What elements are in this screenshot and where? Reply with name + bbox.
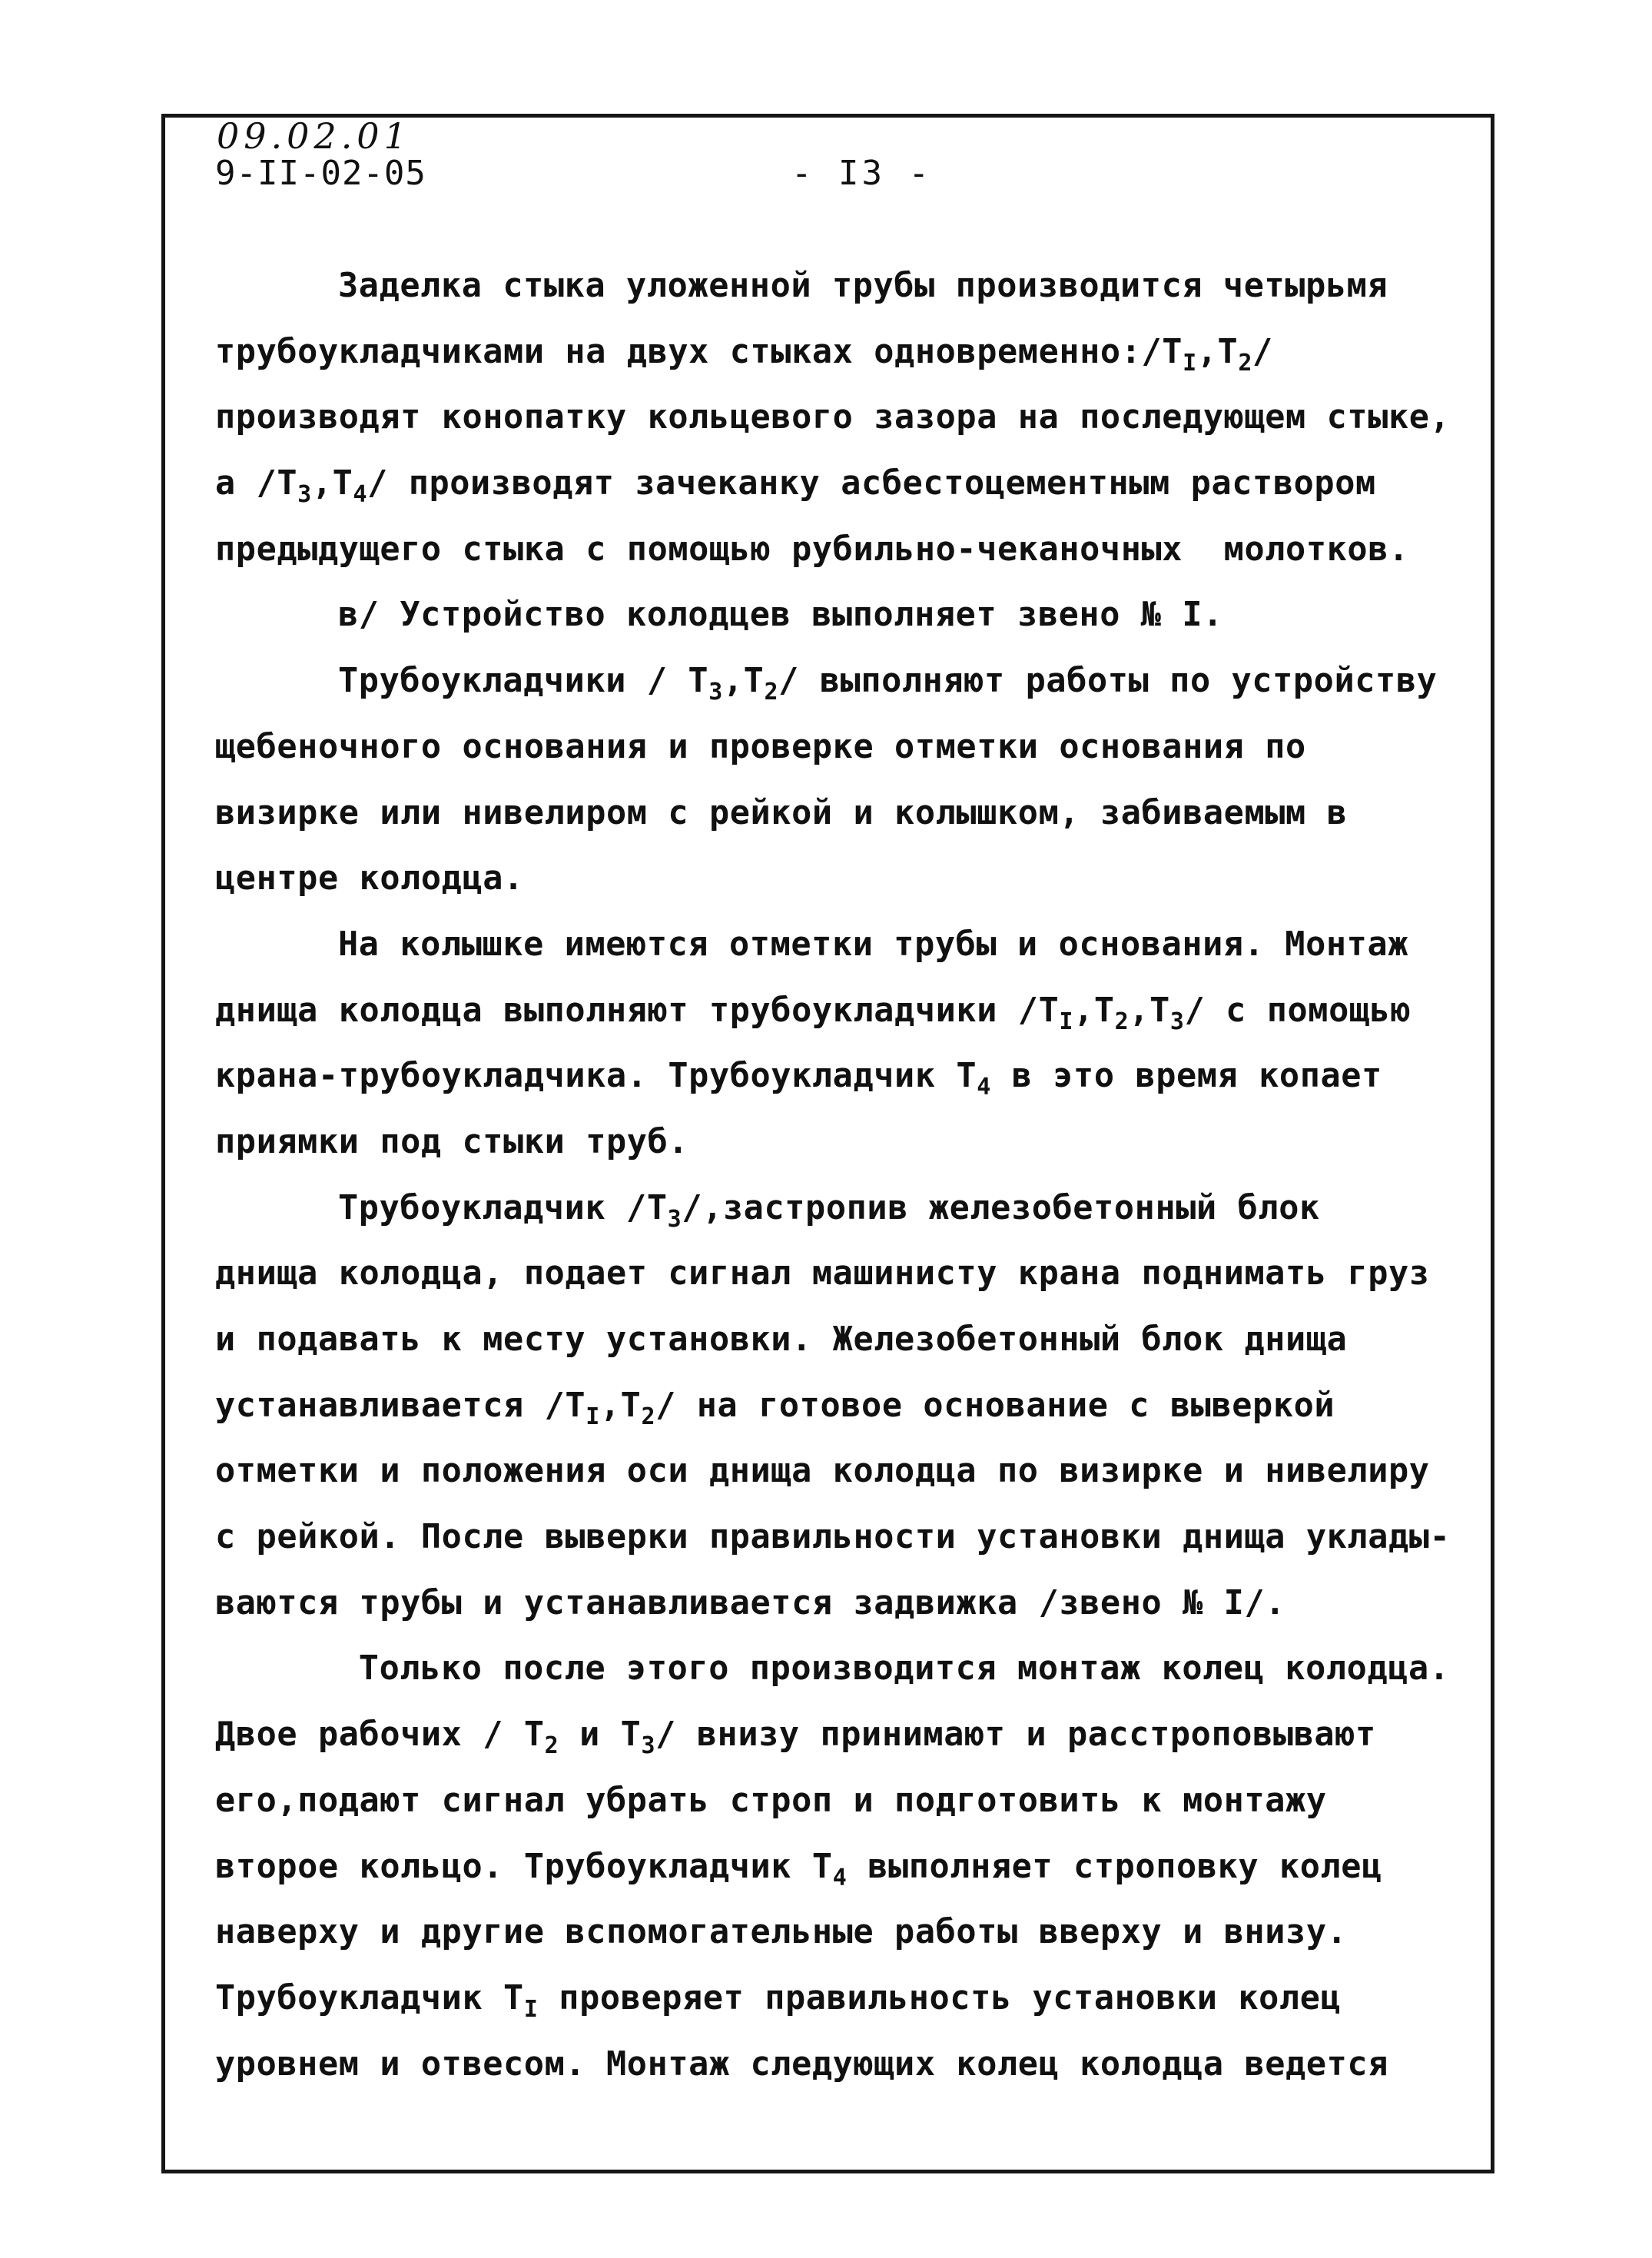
text-line: Только после этого производится монтаж колец колодца. — [338, 1649, 1450, 1689]
document-code: 9-II-02-05 — [215, 154, 426, 193]
text-line: крана-трубоукладчика. Трубоукладчик $T_4$ в это время копает — [215, 1057, 1382, 1101]
text-line: визирке или нивелиром с рейкой и колышком, забиваемым в — [215, 793, 1348, 832]
text-line: трубоукладчиками на двух стыках $одновременно:/T_I,T_2/$ — [215, 332, 1273, 377]
text-line: На колышке имеются отметки трубы и основания. Монтаж — [338, 925, 1409, 964]
text-line: Трубоукладчик $/T_3/,застропив$ железобетонный блок — [338, 1188, 1320, 1233]
text-line: Трубоукладчики / $T_3,T_2/$ выполняют работы по устройству — [338, 662, 1438, 706]
text-line: днища колодца выполняют трубоукладчики $/T_I,T_2,T_3/$ с помощью — [215, 991, 1411, 1035]
text-line: днища колодца, подает сигнал машинисту крана поднимать груз — [215, 1254, 1430, 1293]
text-line: щебеночного основания и проверке отметки основания по — [215, 727, 1306, 766]
text-line: центре колодца. — [215, 859, 524, 898]
text-line: Двое рабочих / $T_2$ и $T_3/$ внизу принимают и расстроповывают — [215, 1715, 1376, 1760]
text-line: производят конопатку кольцевого зазора на последующем стыке, — [215, 398, 1451, 437]
text-line: устанавливается $/T_I,T_2/$ на готовое основание с выверкой — [215, 1386, 1335, 1430]
text-line: наверху и другие вспомогательные работы вверху и внизу. — [215, 1913, 1348, 1952]
text-line: а $/T_3,T_4/$ производят зачеканку асбестоцементным раствором — [215, 464, 1376, 509]
text-line: и подавать к месту установки. Железобетонный блок днища — [215, 1320, 1348, 1359]
text-line: уровнем и отвесом. Монтаж следующих колец колодца ведется — [215, 2044, 1388, 2084]
text-line: приямки под стыки труб. — [215, 1122, 689, 1161]
text-line: предыдущего стыка с помощью рубильно-чеканочных молотков. — [215, 530, 1409, 569]
text-line: в/ Устройство колодцев выполняет звено № I. — [338, 596, 1223, 635]
body-text — [215, 254, 1475, 2097]
text-line: Трубоукладчик $T_I$ проверяет правильность установки колец — [215, 1978, 1342, 2023]
text-line: с рейкой. После выверки правильности установки днища уклады- — [215, 1518, 1451, 1557]
text-line: ваются трубы и устанавливается задвижка /звено № I/. — [215, 1583, 1286, 1622]
handwritten-code: 09.02.01 — [217, 115, 411, 157]
page-number: - I3 - — [791, 154, 932, 193]
text-line: отметки и положения оси днища колодца по визирке и нивелиру — [215, 1452, 1430, 1491]
text-line: Заделка стыка уложенной трубы производится четырьмя — [338, 267, 1388, 305]
text-line: второе кольцо. Трубоукладчик $T_4$ выполняет строповку колец — [215, 1847, 1382, 1891]
text-line: его,подают сигнал убрать строп и подготовить к монтажу — [215, 1781, 1327, 1820]
